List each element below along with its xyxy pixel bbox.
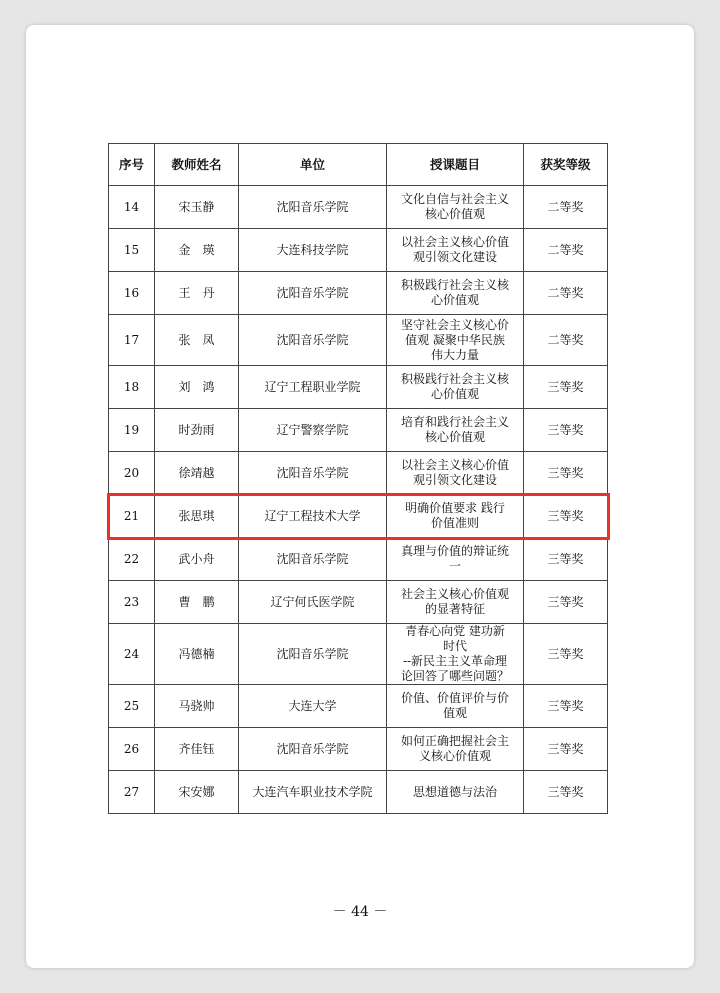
award-level: 三等奖 — [524, 409, 608, 452]
awards-table — [108, 143, 608, 814]
unit: 沈阳音乐学院 — [239, 538, 387, 581]
row-no: 26 — [109, 728, 155, 771]
unit: 辽宁工程技术大学 — [239, 495, 387, 538]
course-title: 如何正确把握社会主 义核心价值观 — [387, 728, 524, 771]
table-row — [109, 728, 608, 771]
row-no: 18 — [109, 366, 155, 409]
table-row — [109, 771, 608, 814]
header-unit: 单位 — [239, 144, 387, 186]
teacher-name: 张思琪 — [155, 495, 239, 538]
award-level: 三等奖 — [524, 538, 608, 581]
award-level: 三等奖 — [524, 728, 608, 771]
teacher-name: 冯德楠 — [155, 624, 239, 685]
teacher-name: 徐靖越 — [155, 452, 239, 495]
course-title: 坚守社会主义核心价 值观 凝聚中华民族 伟大力量 — [387, 315, 524, 366]
teacher-name: 王 丹 — [155, 272, 239, 315]
course-title: 思想道德与法治 — [387, 771, 524, 814]
unit: 沈阳音乐学院 — [239, 452, 387, 495]
course-title: 明确价值要求 践行 价值准则 — [387, 495, 524, 538]
course-title: 培育和践行社会主义 核心价值观 — [387, 409, 524, 452]
row-no: 14 — [109, 186, 155, 229]
teacher-name: 时劲雨 — [155, 409, 239, 452]
unit: 沈阳音乐学院 — [239, 315, 387, 366]
award-level: 三等奖 — [524, 495, 608, 538]
table-row — [109, 272, 608, 315]
document-page — [26, 25, 694, 968]
unit: 大连科技学院 — [239, 229, 387, 272]
table-row — [109, 409, 608, 452]
course-title: 社会主义核心价值观 的显著特征 — [387, 581, 524, 624]
teacher-name: 曹 鹏 — [155, 581, 239, 624]
teacher-name: 齐佳钰 — [155, 728, 239, 771]
header-course-title: 授课题目 — [387, 144, 524, 186]
teacher-name: 武小舟 — [155, 538, 239, 581]
unit: 大连大学 — [239, 685, 387, 728]
teacher-name: 金 瑛 — [155, 229, 239, 272]
table-row — [109, 685, 608, 728]
row-no: 21 — [109, 495, 155, 538]
teacher-name: 宋安娜 — [155, 771, 239, 814]
award-level: 三等奖 — [524, 452, 608, 495]
row-no: 19 — [109, 409, 155, 452]
table-header-row — [109, 144, 608, 186]
unit: 沈阳音乐学院 — [239, 272, 387, 315]
table-row — [109, 366, 608, 409]
award-level: 二等奖 — [524, 229, 608, 272]
table-row — [109, 186, 608, 229]
teacher-name: 马骁帅 — [155, 685, 239, 728]
teacher-name: 张 凤 — [155, 315, 239, 366]
award-level: 二等奖 — [524, 315, 608, 366]
course-title: 价值、价值评价与价 值观 — [387, 685, 524, 728]
page-number: － 44 － — [332, 904, 388, 920]
course-title: 文化自信与社会主义 核心价值观 — [387, 186, 524, 229]
row-no: 17 — [109, 315, 155, 366]
table-row — [109, 452, 608, 495]
row-no: 23 — [109, 581, 155, 624]
table-row — [109, 229, 608, 272]
course-title: 以社会主义核心价值 观引领文化建设 — [387, 452, 524, 495]
teacher-name: 刘 鸿 — [155, 366, 239, 409]
row-no: 20 — [109, 452, 155, 495]
award-level: 三等奖 — [524, 581, 608, 624]
table-row — [109, 624, 608, 685]
row-no: 15 — [109, 229, 155, 272]
table-row — [109, 315, 608, 366]
teacher-name: 宋玉静 — [155, 186, 239, 229]
unit: 辽宁工程职业学院 — [239, 366, 387, 409]
course-title: 青春心向党 建功新 时代 --新民主主义革命理 论回答了哪些问题？ — [387, 624, 524, 685]
course-title: 以社会主义核心价值 观引领文化建设 — [387, 229, 524, 272]
course-title: 积极践行社会主义核 心价值观 — [387, 366, 524, 409]
row-no: 24 — [109, 624, 155, 685]
table-row — [109, 495, 608, 538]
unit: 沈阳音乐学院 — [239, 728, 387, 771]
row-no: 22 — [109, 538, 155, 581]
award-level: 三等奖 — [524, 771, 608, 814]
award-level: 三等奖 — [524, 685, 608, 728]
table-row — [109, 538, 608, 581]
header-award-level: 获奖等级 — [524, 144, 608, 186]
course-title: 真理与价值的辩证统 一 — [387, 538, 524, 581]
award-level: 三等奖 — [524, 366, 608, 409]
award-level: 二等奖 — [524, 186, 608, 229]
unit: 辽宁警察学院 — [239, 409, 387, 452]
table-row — [109, 581, 608, 624]
award-level: 二等奖 — [524, 272, 608, 315]
header-no: 序号 — [109, 144, 155, 186]
unit: 辽宁何氏医学院 — [239, 581, 387, 624]
row-no: 25 — [109, 685, 155, 728]
unit: 沈阳音乐学院 — [239, 624, 387, 685]
course-title: 积极践行社会主义核 心价值观 — [387, 272, 524, 315]
row-no: 27 — [109, 771, 155, 814]
unit: 大连汽车职业技术学院 — [239, 771, 387, 814]
row-no: 16 — [109, 272, 155, 315]
unit: 沈阳音乐学院 — [239, 186, 387, 229]
award-level: 三等奖 — [524, 624, 608, 685]
header-teacher-name: 教师姓名 — [155, 144, 239, 186]
